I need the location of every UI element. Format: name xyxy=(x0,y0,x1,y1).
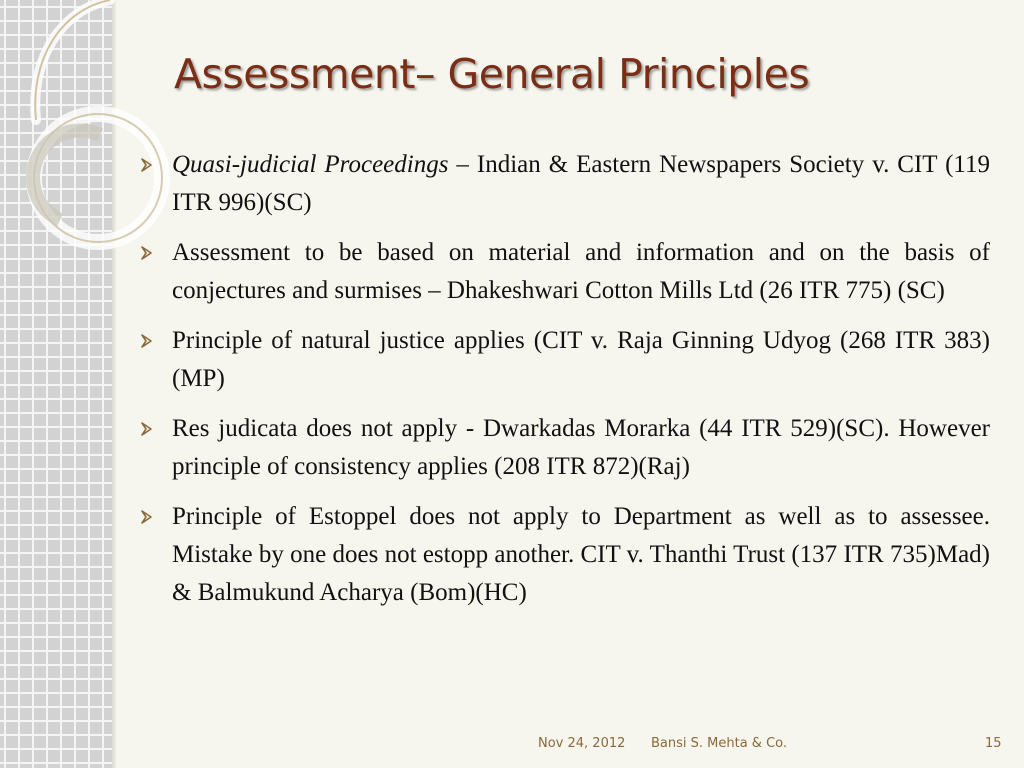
bullet-text: Principle of Estoppel does not apply to Department as well as to assessee. Mistake by one does not estopp another. CIT v. Thanthi Trust (137 ITR 735)Mad) & Balmukund Acharya (Bom)(HC) xyxy=(172,503,990,606)
arrow-bullet-icon xyxy=(140,245,154,261)
arrow-bullet-icon xyxy=(140,421,154,437)
arrow-bullet-icon xyxy=(140,333,154,349)
bullet-list xyxy=(140,146,990,624)
footer-page-number: 15 xyxy=(985,736,1002,751)
bullet-item xyxy=(140,498,990,612)
arrow-bullet-icon xyxy=(140,509,154,525)
side-grid-panel xyxy=(0,0,112,768)
bullet-lead-text: Quasi-judicial Proceedings xyxy=(172,151,449,178)
footer-date: Nov 24, 2012 xyxy=(538,736,626,751)
footer-company: Bansi S. Mehta & Co. xyxy=(651,736,788,751)
bullet-item xyxy=(140,410,990,486)
bullet-text: Res judicata does not apply - Dwarkadas Morarka (44 ITR 529)(SC). However principle of consistency applies (208 ITR 872)(Raj) xyxy=(172,415,990,480)
bullet-item xyxy=(140,146,990,222)
side-panel-edge xyxy=(112,0,116,768)
slide-title: Assessment– General Principles xyxy=(174,50,810,98)
bullet-text: Assessment to be based on material and information and on the basis of conjectures and surmises – Dhakeshwari Cotton Mills Ltd (26 ITR 775) (SC) xyxy=(172,239,990,304)
bullet-text: – Indian & Eastern Newspapers Society v. CIT (119 ITR 996)(SC) xyxy=(172,151,990,216)
bullet-item xyxy=(140,322,990,398)
bullet-text: Principle of natural justice applies (CIT v. Raja Ginning Udyog (268 ITR 383) (MP) xyxy=(172,327,990,392)
bullet-item xyxy=(140,234,990,310)
arrow-bullet-icon xyxy=(140,157,154,173)
